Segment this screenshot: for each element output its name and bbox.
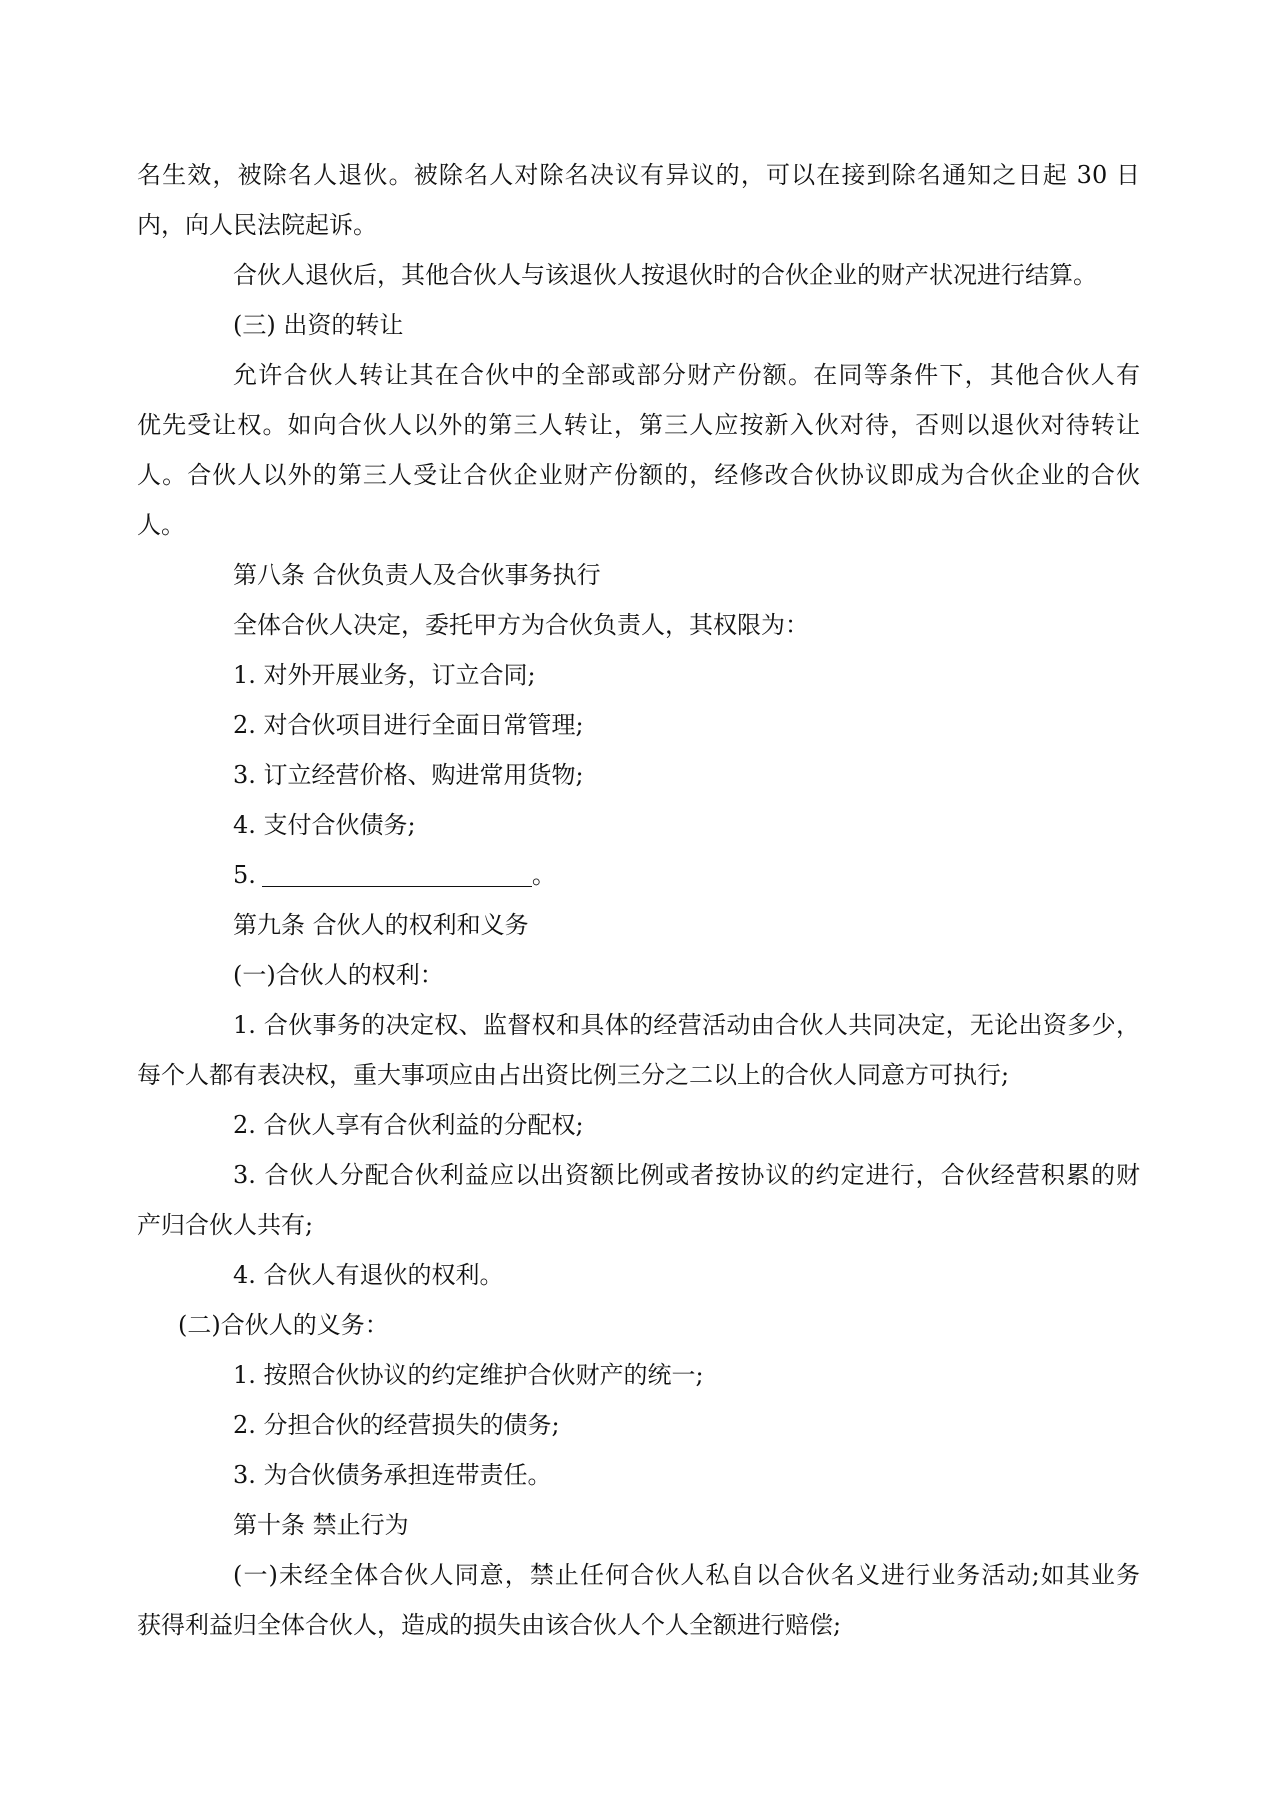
list-item: 2. 分担合伙的经营损失的债务; bbox=[233, 1411, 560, 1439]
paragraph-line: 获得利益归全体合伙人，造成的损失由该合伙人个人全额进行赔偿; bbox=[137, 1611, 842, 1639]
list-item: 2. 对合伙项目进行全面日常管理; bbox=[233, 711, 584, 739]
paragraph-line: 内，向人民法院起诉。 bbox=[137, 211, 377, 239]
paragraph-line: 全体合伙人决定，委托甲方为合伙负责人，其权限为： bbox=[233, 611, 809, 639]
list-item: 1. 对外开展业务，订立合同; bbox=[233, 661, 536, 689]
paragraph-line: 产归合伙人共有; bbox=[137, 1211, 314, 1239]
section-heading: (二)合伙人的义务： bbox=[178, 1311, 389, 1339]
section-heading: (三) 出资的转让 bbox=[233, 311, 404, 339]
paragraph-line: 合伙人退伙后，其他合伙人与该退伙人按退伙时的合伙企业的财产状况进行结算。 bbox=[233, 261, 1097, 289]
section-heading: (一)合伙人的权利： bbox=[233, 961, 444, 989]
list-item: 3. 订立经营价格、购进常用货物; bbox=[233, 761, 584, 789]
list-item: 4. 合伙人有退伙的权利。 bbox=[233, 1261, 504, 1289]
list-item-blank bbox=[233, 860, 1280, 890]
list-item-number: 5. bbox=[233, 861, 256, 889]
paragraph-line: 允许合伙人转让其在合伙中的全部或部分财产份额。在同等条件下，其他合伙人有 bbox=[233, 361, 1140, 389]
fill-in-blank bbox=[262, 862, 532, 887]
article-heading: 第九条 合伙人的权利和义务 bbox=[233, 911, 529, 939]
paragraph-line: 人。 bbox=[137, 511, 185, 539]
list-item-suffix: 。 bbox=[531, 861, 556, 889]
list-item: 1. 合伙事务的决定权、监督权和具体的经营活动由合伙人共同决定，无论出资多少， bbox=[233, 1011, 1140, 1039]
paragraph-line: 优先受让权。如向合伙人以外的第三人转让，第三人应按新入伙对待，否则以退伙对待转让 bbox=[137, 411, 1140, 439]
article-heading: 第八条 合伙负责人及合伙事务执行 bbox=[233, 561, 601, 589]
paragraph-line: (一)未经全体合伙人同意，禁止任何合伙人私自以合伙名义进行业务活动;如其业务 bbox=[233, 1561, 1140, 1589]
list-item: 2. 合伙人享有合伙利益的分配权; bbox=[233, 1111, 584, 1139]
paragraph-line: 人。合伙人以外的第三人受让合伙企业财产份额的，经修改合伙协议即成为合伙企业的合伙 bbox=[137, 461, 1140, 489]
list-item: 1. 按照合伙协议的约定维护合伙财产的统一; bbox=[233, 1361, 704, 1389]
list-item: 3. 合伙人分配合伙利益应以出资额比例或者按协议的约定进行，合伙经营积累的财 bbox=[233, 1161, 1140, 1189]
article-heading: 第十条 禁止行为 bbox=[233, 1511, 409, 1539]
list-item: 4. 支付合伙债务; bbox=[233, 811, 416, 839]
list-item: 3. 为合伙债务承担连带责任。 bbox=[233, 1461, 552, 1489]
paragraph-line: 名生效，被除名人退伙。被除名人对除名决议有异议的，可以在接到除名通知之日起 30 日 bbox=[137, 161, 1140, 189]
paragraph-line: 每个人都有表决权，重大事项应由占出资比例三分之二以上的合伙人同意方可执行; bbox=[137, 1061, 1010, 1089]
